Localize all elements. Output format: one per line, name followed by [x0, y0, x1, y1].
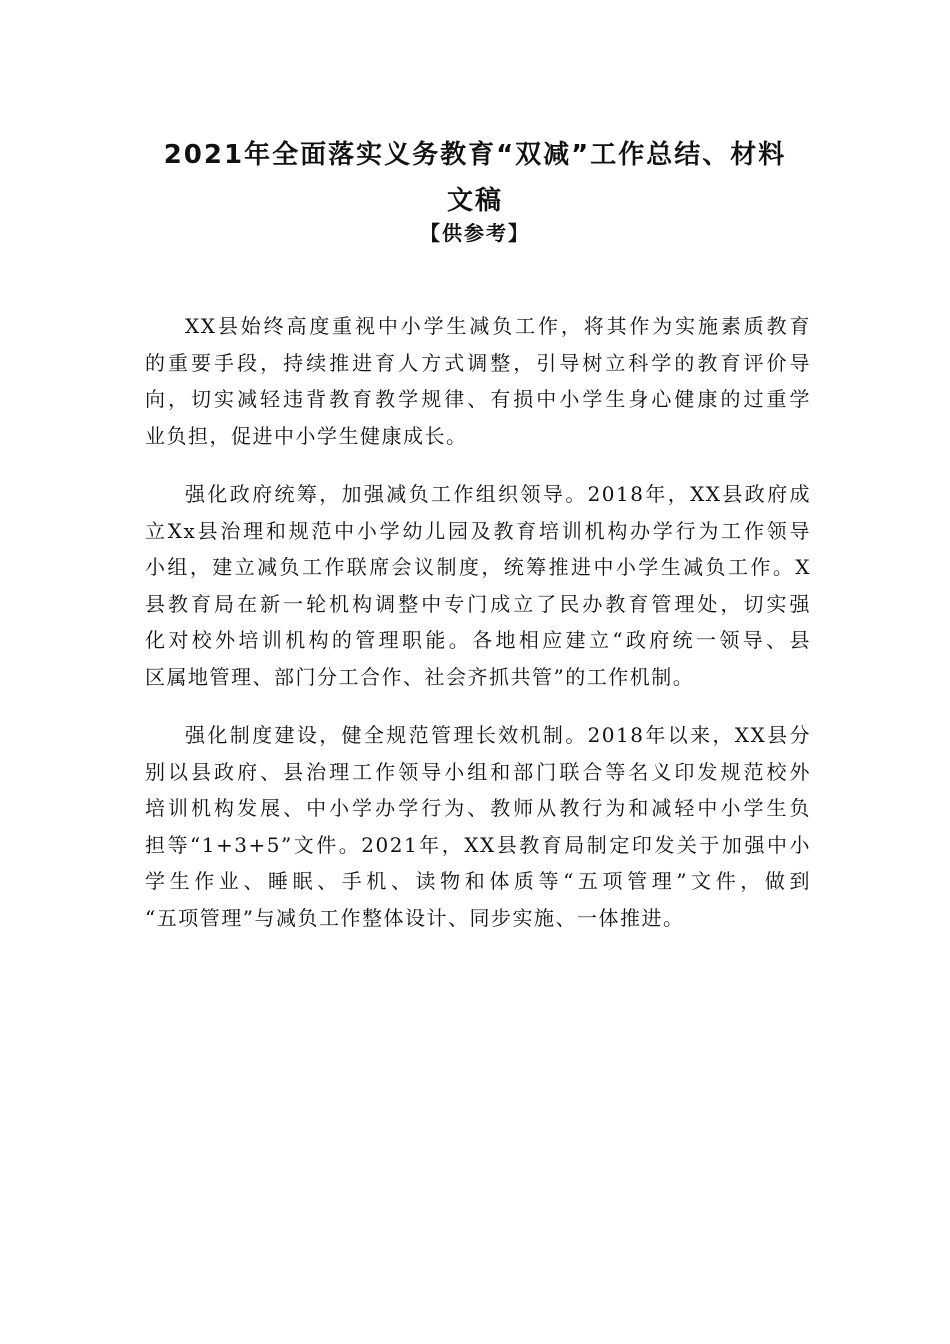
- paragraph-line: XX县始终高度重视中小学生减负工作，将其作为实施素质教育: [185, 314, 811, 338]
- paragraph-line: 强化制度建设，健全规范管理长效机制。2018年以来，XX县分: [185, 723, 811, 747]
- paragraph-line: “五项管理”与减负工作整体设计、同步实施、一体推进。: [145, 905, 685, 930]
- paragraph-line: 化对校外培训机构的管理职能。各地相应建立“政府统一领导、县: [145, 628, 811, 652]
- paragraph-line: 区属地管理、部门分工合作、社会齐抓共管”的工作机制。: [145, 664, 695, 689]
- document-body: [145, 308, 811, 958]
- title-line-1: 2021年全面落实义务教育“双减”工作总结、材料: [163, 140, 787, 170]
- paragraph-line: 担等“1+3+5”文件。2021年，XX县教育局制定印发关于加强中小: [145, 832, 811, 857]
- paragraph-line: 的重要手段，持续推进育人方式调整，引导树立科学的教育评价导: [145, 350, 811, 375]
- paragraph-line: 业负担，促进中小学生健康成长。: [145, 423, 468, 448]
- paragraph-intro: [145, 308, 811, 454]
- paragraph-institution-building: [145, 717, 811, 936]
- paragraph-line: 县教育局在新一轮机构调整中专门成立了民办教育管理处，切实强: [145, 591, 811, 616]
- title-line-2: 文稿: [446, 186, 503, 216]
- paragraph-line: 培训机构发展、中小学办学行为、教师从教行为和减轻中小学生负: [145, 796, 811, 820]
- document-title: [140, 132, 810, 224]
- document-subtitle: 【供参考】: [420, 221, 530, 245]
- paragraph-line: 立Xx县治理和规范中小学幼儿园及教育培训机构办学行为工作领导: [145, 518, 811, 543]
- paragraph-line: 向，切实减轻违背教育教学规律、有损中小学生身心健康的过重学: [145, 387, 811, 411]
- paragraph-line: 小组，建立减负工作联席会议制度，统筹推进中小学生减负工作。X: [145, 555, 811, 579]
- paragraph-government-coordination: [145, 476, 811, 695]
- paragraph-line: 强化政府统筹，加强减负工作组织领导。2018年，XX县政府成: [185, 482, 811, 506]
- paragraph-line: 学生作业、睡眠、手机、读物和体质等“五项管理”文件，做到: [145, 869, 811, 893]
- paragraph-line: 别以县政府、县治理工作领导小组和部门联合等名义印发规范校外: [145, 759, 811, 784]
